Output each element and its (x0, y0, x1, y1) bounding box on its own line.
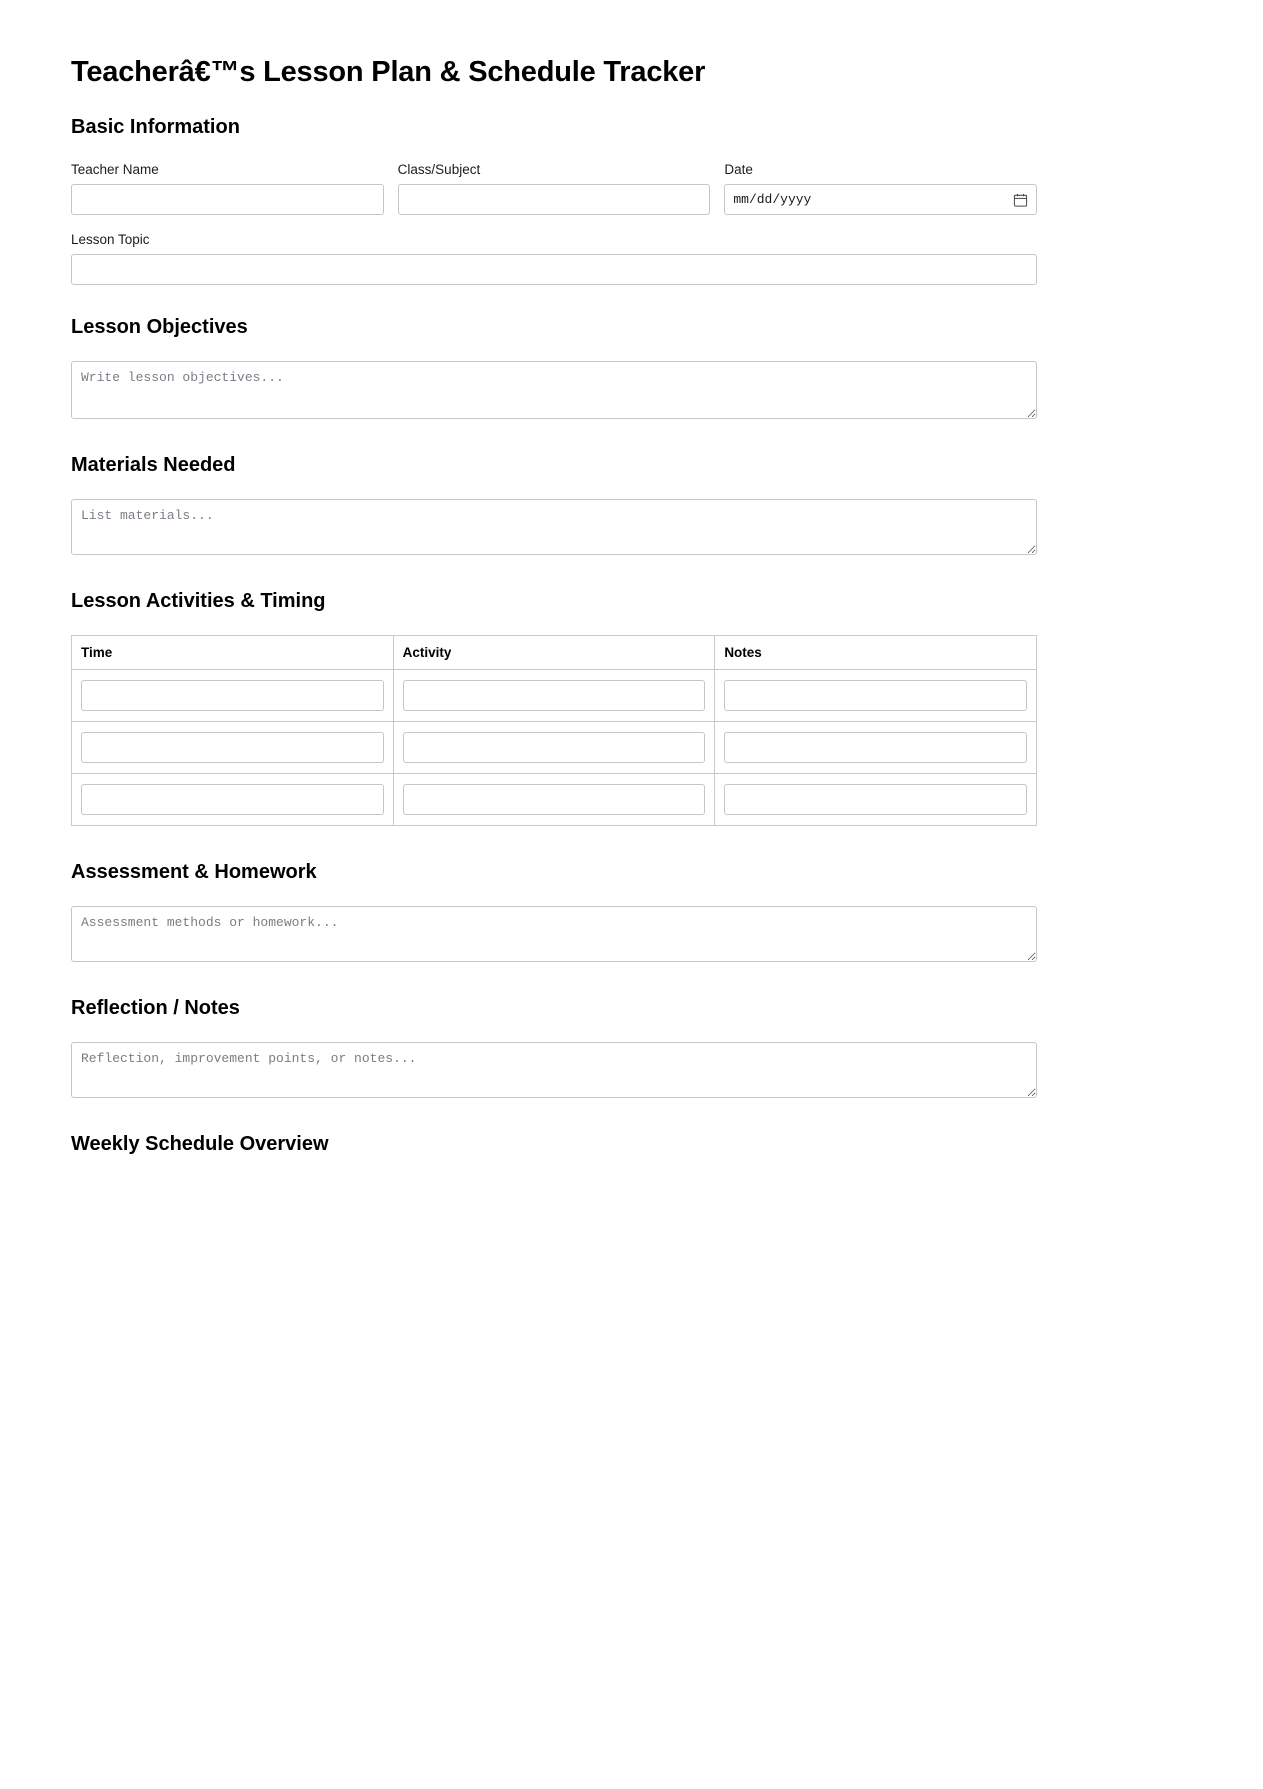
field-class-subject (398, 161, 711, 215)
activity-description-input-3[interactable] (403, 784, 706, 815)
date-label: Date (724, 162, 753, 178)
activity-notes-input-2[interactable] (724, 732, 1027, 763)
class-subject-input[interactable] (398, 184, 711, 215)
materials-needed-heading: Materials Needed (71, 454, 236, 477)
cell-activity (393, 670, 715, 722)
materials-needed-textarea[interactable] (71, 499, 1037, 555)
section-materials-needed (71, 453, 1037, 555)
date-input[interactable]: mm/dd/yyyy (724, 184, 1037, 215)
field-teacher-name (71, 161, 384, 215)
field-date (724, 161, 1037, 215)
lesson-topic-row (71, 231, 1037, 285)
cell-notes (715, 670, 1037, 722)
activity-notes-input-1[interactable] (724, 680, 1027, 711)
column-header-activity: Activity (393, 636, 715, 670)
lesson-activities-table (71, 635, 1037, 826)
lesson-activities-table-head (72, 636, 1037, 670)
lesson-activities-table-body (72, 670, 1037, 826)
table-row (72, 670, 1037, 722)
lesson-topic-input[interactable] (71, 254, 1037, 285)
assessment-homework-textarea[interactable] (71, 906, 1037, 962)
column-header-notes: Notes (715, 636, 1037, 670)
cell-time (72, 774, 394, 826)
activity-notes-input-3[interactable] (724, 784, 1027, 815)
cell-activity (393, 774, 715, 826)
date-input-wrapper[interactable] (724, 184, 1037, 215)
class-subject-label: Class/Subject (397, 162, 481, 178)
section-assessment-homework (71, 860, 1037, 962)
section-weekly-schedule (71, 1132, 1037, 1198)
cell-activity (393, 722, 715, 774)
section-reflection-notes (71, 996, 1037, 1098)
page-title: Teacherâ€™s Lesson Plan & Schedule Tracker (71, 56, 706, 88)
cell-notes (715, 774, 1037, 826)
activity-time-input-1[interactable] (81, 680, 384, 711)
reflection-notes-heading: Reflection / Notes (71, 997, 240, 1020)
section-lesson-objectives (71, 315, 1037, 419)
lesson-objectives-heading: Lesson Objectives (71, 316, 248, 339)
table-row (72, 722, 1037, 774)
activity-time-input-3[interactable] (81, 784, 384, 815)
basic-information-field-row (71, 161, 1037, 215)
section-lesson-activities (71, 589, 1037, 826)
teacher-name-input[interactable] (71, 184, 384, 215)
lesson-objectives-textarea[interactable] (71, 361, 1037, 419)
reflection-notes-textarea[interactable] (71, 1042, 1037, 1098)
activity-description-input-2[interactable] (403, 732, 706, 763)
table-row (72, 774, 1037, 826)
column-header-time: Time (72, 636, 394, 670)
table-header-row (72, 636, 1037, 670)
weekly-schedule-heading: Weekly Schedule Overview (71, 1133, 329, 1156)
lesson-activities-heading: Lesson Activities & Timing (71, 590, 326, 613)
teacher-name-label: Teacher Name (71, 162, 159, 178)
activity-time-input-2[interactable] (81, 732, 384, 763)
field-lesson-topic (71, 231, 1037, 285)
basic-information-heading: Basic Information (71, 116, 240, 139)
cell-time (72, 670, 394, 722)
section-basic-information (71, 115, 1037, 285)
assessment-homework-heading: Assessment & Homework (71, 861, 317, 884)
cell-notes (715, 722, 1037, 774)
weekly-schedule-body (71, 1178, 1037, 1198)
activity-description-input-1[interactable] (403, 680, 706, 711)
calendar-picker-icon[interactable] (1013, 192, 1028, 207)
cell-time (72, 722, 394, 774)
lesson-topic-label: Lesson Topic (71, 232, 150, 248)
